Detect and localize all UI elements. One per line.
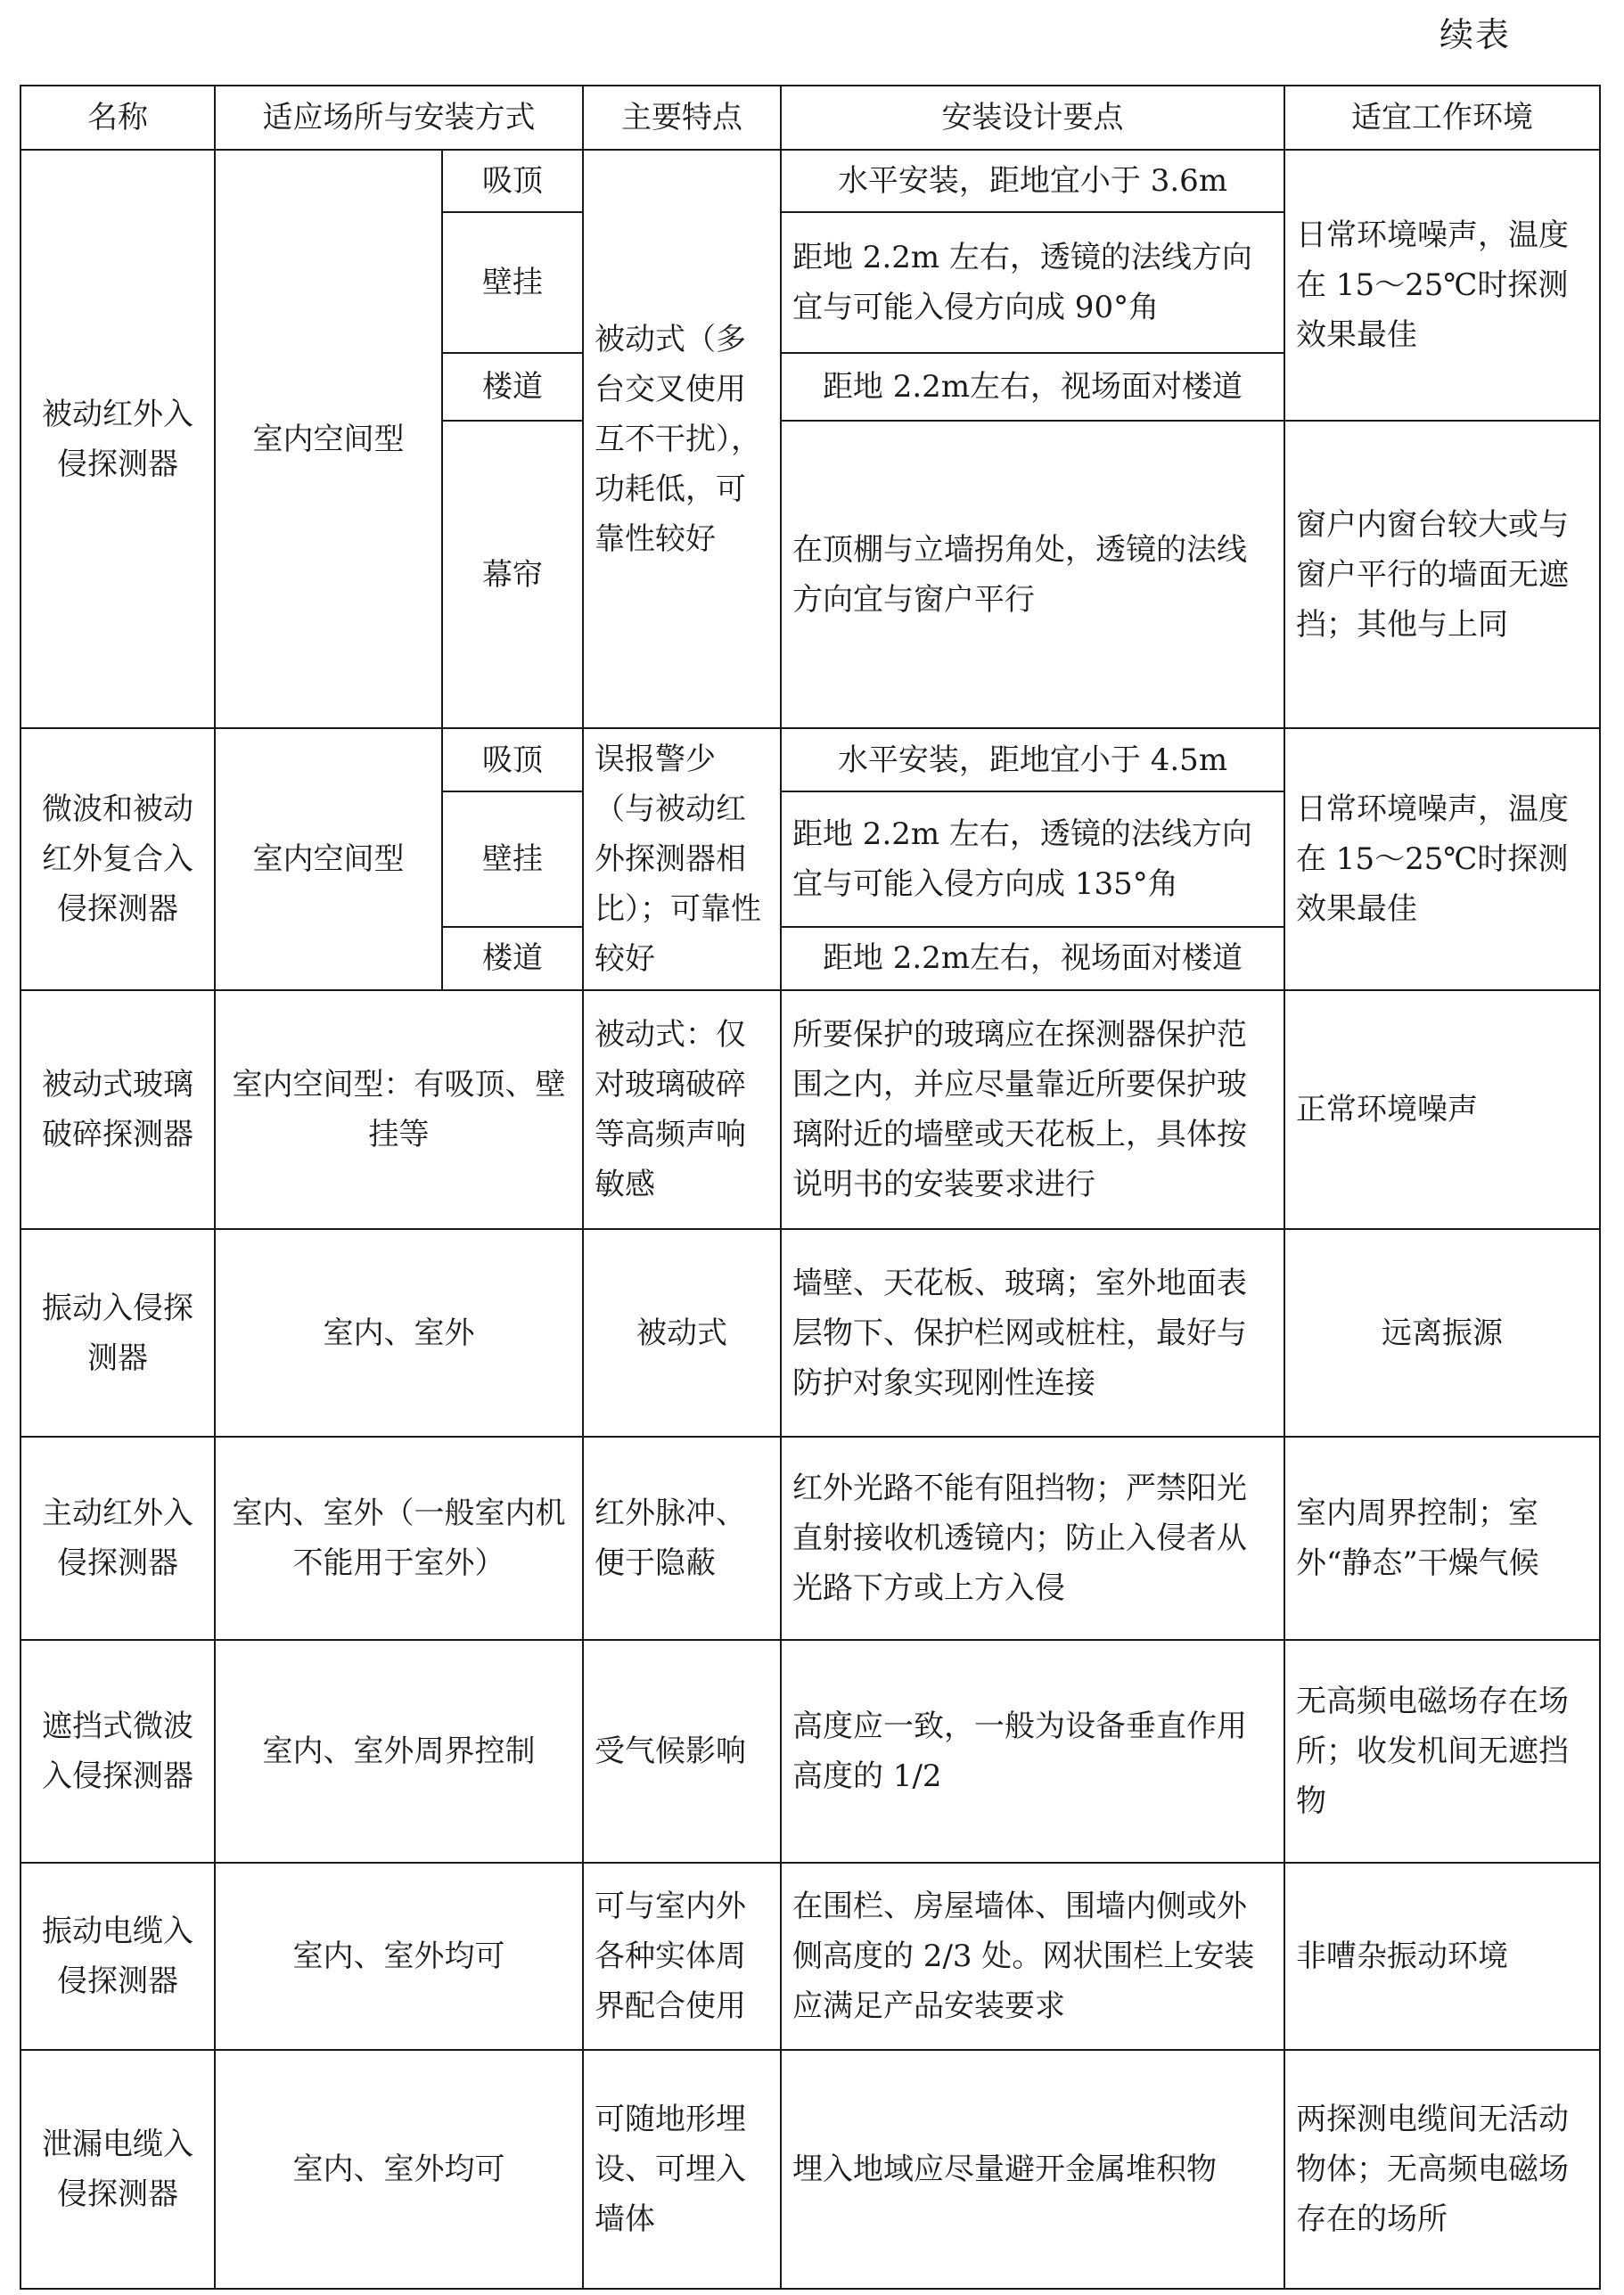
table-row [21, 728, 1600, 791]
table-row [21, 1863, 1600, 2050]
row-sub-mount: 吸顶 [442, 728, 583, 791]
row-env: 日常环境噪声，温度在 15～25℃时探测效果最佳 [1284, 728, 1600, 990]
row-sub-mount: 楼道 [442, 927, 583, 990]
header-points: 安装设计要点 [781, 86, 1284, 150]
row-place: 室内、室外均可 [215, 1863, 583, 2050]
row-point: 红外光路不能有阻挡物；严禁阳光直射接收机透镜内；防止入侵者从光路下方或上方入侵 [781, 1437, 1284, 1640]
row-feature: 红外脉冲、便于隐蔽 [583, 1437, 781, 1640]
header-place: 适应场所与安装方式 [215, 86, 583, 150]
row-env: 正常环境噪声 [1284, 990, 1600, 1229]
row-point: 所要保护的玻璃应在探测器保护范围之内，并应尽量靠近所要保护玻璃附近的墙壁或天花板上，具体按说明书的安装要求进行 [781, 990, 1284, 1229]
row-point: 水平安装，距地宜小于 3.6m [781, 150, 1284, 212]
row-point: 距地 2.2m左右，视场面对楼道 [781, 353, 1284, 421]
row-sub-mount: 吸顶 [442, 150, 583, 212]
row-place: 室内、室外 [215, 1229, 583, 1437]
row-feature: 可与室内外各种实体周界配合使用 [583, 1863, 781, 2050]
row-sub-mount: 幕帘 [442, 421, 583, 728]
row-env: 两探测电缆间无活动物体；无高频电磁场存在的场所 [1284, 2050, 1600, 2289]
row-feature: 受气候影响 [583, 1640, 781, 1863]
header-row [21, 86, 1600, 150]
table-row [21, 1437, 1600, 1640]
table-row [21, 1640, 1600, 1863]
row-point: 水平安装，距地宜小于 4.5m [781, 728, 1284, 791]
row-place: 室内空间型 [215, 728, 442, 990]
row-place: 室内空间型 [215, 150, 442, 728]
row-sub-mount: 壁挂 [442, 212, 583, 353]
row-place: 室内、室外（一般室内机不能用于室外） [215, 1437, 583, 1640]
row-sub-mount: 楼道 [442, 353, 583, 421]
header-feature: 主要特点 [583, 86, 781, 150]
row-point: 墙壁、天花板、玻璃；室外地面表层物下、保护栏网或桩柱，最好与防护对象实现刚性连接 [781, 1229, 1284, 1437]
table-row [21, 2050, 1600, 2289]
row-name: 振动入侵探测器 [21, 1229, 215, 1437]
table-row [21, 1229, 1600, 1437]
table-row [21, 150, 1600, 212]
row-env: 日常环境噪声，温度在 15～25℃时探测效果最佳 [1284, 150, 1600, 421]
row-point: 高度应一致，一般为设备垂直作用高度的 1/2 [781, 1640, 1284, 1863]
row-sub-mount: 壁挂 [442, 791, 583, 926]
detector-table [20, 85, 1601, 2290]
row-feature: 被动式：仅对玻璃破碎等高频声响敏感 [583, 990, 781, 1229]
header-env: 适宜工作环境 [1284, 86, 1600, 150]
row-place: 室内、室外均可 [215, 2050, 583, 2289]
row-name: 被动红外入侵探测器 [21, 150, 215, 728]
header-name: 名称 [21, 86, 215, 150]
row-name: 被动式玻璃破碎探测器 [21, 990, 215, 1229]
row-env: 室内周界控制；室外“静态”干燥气候 [1284, 1437, 1600, 1640]
row-env: 无高频电磁场存在场所；收发机间无遮挡物 [1284, 1640, 1600, 1863]
row-point: 在围栏、房屋墙体、围墙内侧或外侧高度的 2/3 处。网状围栏上安装应满足产品安装要求 [781, 1863, 1284, 2050]
row-place: 室内、室外周界控制 [215, 1640, 583, 1863]
row-point: 距地 2.2m左右，视场面对楼道 [781, 927, 1284, 990]
row-feature: 可随地形埋设、可埋入墙体 [583, 2050, 781, 2289]
row-point: 距地 2.2m 左右，透镜的法线方向宜与可能入侵方向成 135°角 [781, 791, 1284, 926]
row-env: 非嘈杂振动环境 [1284, 1863, 1600, 2050]
row-name: 主动红外入侵探测器 [21, 1437, 215, 1640]
table-row [21, 990, 1600, 1229]
row-name: 微波和被动红外复合入侵探测器 [21, 728, 215, 990]
row-name: 泄漏电缆入侵探测器 [21, 2050, 215, 2289]
row-name: 遮挡式微波入侵探测器 [21, 1640, 215, 1863]
row-feature: 被动式（多台交叉使用互不干扰），功耗低，可靠性较好 [583, 150, 781, 728]
row-point: 埋入地域应尽量避开金属堆积物 [781, 2050, 1284, 2289]
row-name: 振动电缆入侵探测器 [21, 1863, 215, 2050]
row-env: 远离振源 [1284, 1229, 1600, 1437]
row-point: 在顶棚与立墙拐角处，透镜的法线方向宜与窗户平行 [781, 421, 1284, 728]
row-feature: 被动式 [583, 1229, 781, 1437]
row-feature: 误报警少（与被动红外探测器相比）；可靠性较好 [583, 728, 781, 990]
row-env: 窗户内窗台较大或与窗户平行的墙面无遮挡；其他与上同 [1284, 421, 1600, 728]
row-point: 距地 2.2m 左右，透镜的法线方向宜与可能入侵方向成 90°角 [781, 212, 1284, 353]
table-caption: 续表 [1439, 15, 1512, 54]
row-place: 室内空间型：有吸顶、壁挂等 [215, 990, 583, 1229]
